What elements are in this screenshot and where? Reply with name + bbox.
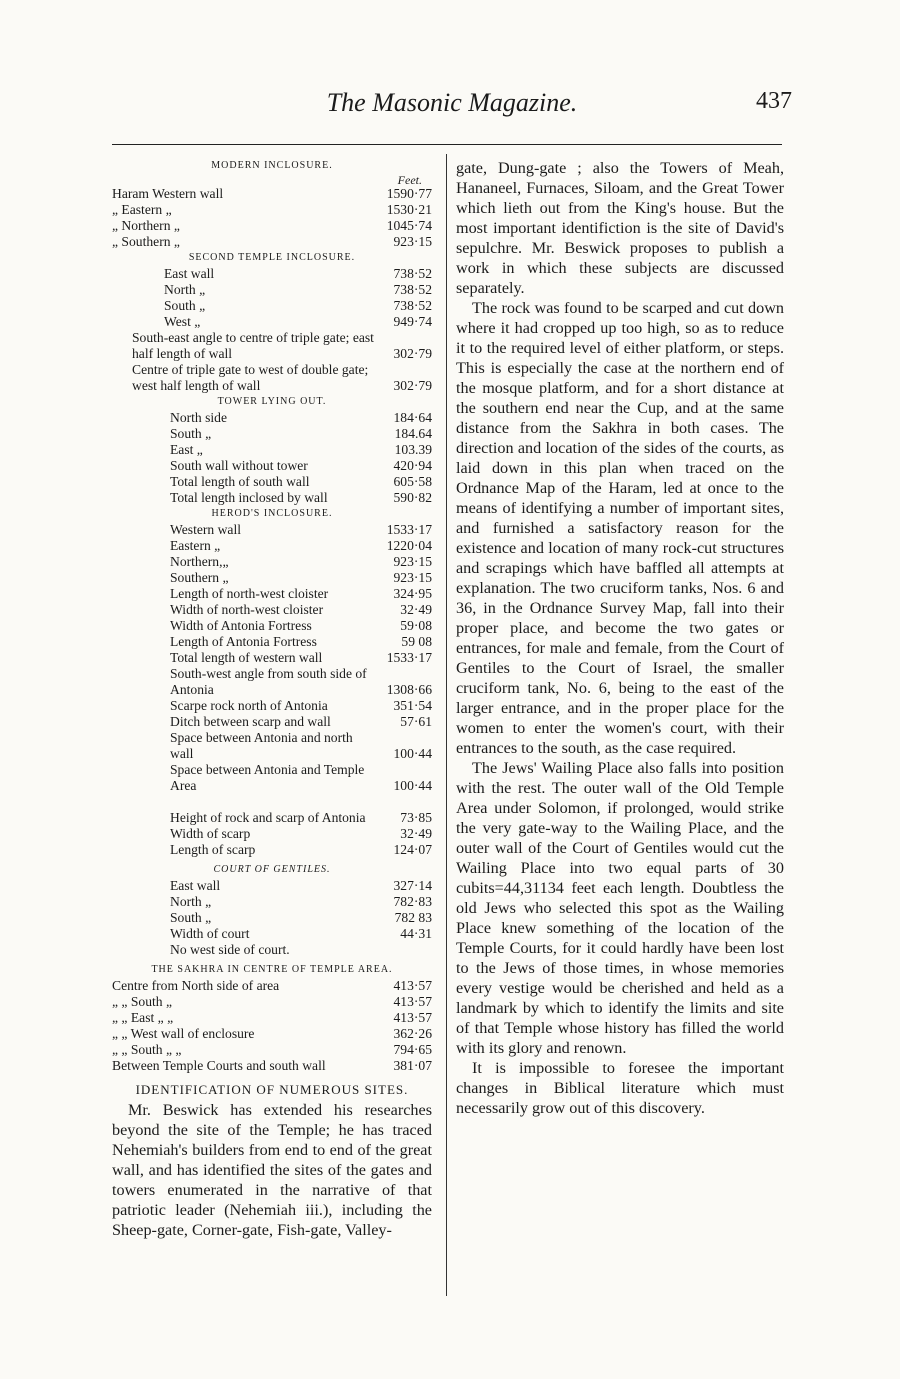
right-column [456,158,784,1118]
row-value: 782 83 [394,910,432,925]
row-value: 923·15 [393,554,432,569]
unit-header: Feet. [397,173,422,187]
row-value: 327·14 [393,878,432,893]
section-heading: IDENTIFICATION OF NUMEROUS SITES. [135,1082,409,1097]
table-row [112,1058,432,1074]
row-label: Between Temple Courts and south wall [112,1058,326,1073]
running-head [112,88,792,124]
row-value: 302·79 [393,346,432,361]
row-value: 1533·17 [386,650,432,665]
table-row [112,978,432,994]
table-row [112,650,432,666]
row-value: 184·64 [393,410,432,425]
row-value: 413·57 [393,978,432,993]
row-label: „ Northern „ [112,218,180,233]
table-row [112,234,432,250]
row-label: Width of scarp [170,826,251,841]
row-value: 381·07 [393,1058,432,1073]
row-label: Total length of south wall [170,474,310,489]
row-label: Haram Western wall [112,186,224,201]
row-value: 1220·04 [386,538,432,553]
running-title: The Masonic Magazine. [326,88,578,117]
table-row [112,330,432,362]
row-label: „ „ East „ „ [112,1010,174,1025]
row-value: 605·58 [393,474,432,489]
table-heading: TOWER LYING OUT. [217,396,327,407]
page-number: 437 [756,88,792,114]
row-value: 782·83 [393,894,432,909]
table-row [112,602,432,618]
row-label: West „ [164,314,201,329]
table-row [112,570,432,586]
row-value: 1045·74 [386,218,432,233]
row-value: 32·49 [400,826,432,841]
sakhra-table [112,962,432,1074]
row-label: South „ [170,910,212,925]
row-label: Space between Antonia and north wall [170,730,353,761]
row-value: 44·31 [400,926,432,941]
table-row [112,762,432,794]
row-value: 590·82 [393,490,432,505]
row-value: 124·07 [393,842,432,857]
row-value: 738·52 [393,282,432,297]
row-value: 413·57 [393,1010,432,1025]
table-row [112,910,432,926]
row-value: 1533·17 [386,522,432,537]
row-label: „ Southern „ [112,234,180,249]
table-row [112,266,432,282]
table-row [112,1026,432,1042]
row-value: 923·15 [393,234,432,249]
left-column [112,158,432,1240]
herod-inclosure-table [112,506,432,858]
table-row [112,298,432,314]
row-label: Southern „ [170,570,229,585]
row-value: 100·44 [393,778,432,793]
row-value: 57·61 [400,714,432,729]
table-row [112,186,432,202]
table-row [112,362,432,394]
table-row [112,730,432,762]
row-value: 100·44 [393,746,432,761]
table-note: No west side of court. [170,942,290,957]
table-row [112,794,432,826]
row-label: Height of rock and scarp of Antonia [170,810,366,825]
table-row [112,698,432,714]
row-value: 949·74 [393,314,432,329]
table-row [112,714,432,730]
table-row [112,1010,432,1026]
row-label: Length of north-west cloister [170,586,329,601]
row-value: 738·52 [393,298,432,313]
row-label: South-west angle from south side of Antonia [170,666,367,697]
table-row [112,618,432,634]
table-row [112,634,432,650]
row-label: Length of Antonia Fortress [170,634,317,649]
row-value: 420·94 [393,458,432,473]
row-label: Centre of triple gate to west of double gate; west half length of wall [132,362,369,393]
right-paragraph-1: gate, Dung-gate ; also the Towers of Meah, Hananeel, Furnaces, Siloam, and the Great Tower which lieth out from the King's house. But the most important identifiction is the site of David's sepulchre. Mr. Beswick proposes to publish a work in which these subjects are discussed separately. [456,159,784,297]
table-row [112,586,432,602]
row-value: 923·15 [393,570,432,585]
row-label: Total length inclosed by wall [170,490,328,505]
row-value: 362·26 [393,1026,432,1041]
row-label: Centre from North side of area [112,978,280,993]
table-row [112,554,432,570]
row-value: 413·57 [393,994,432,1009]
row-value: 1308·66 [386,682,432,697]
table-row [112,314,432,330]
right-paragraph-4: It is impossible to foresee the important changes in Biblical literature which must necessarily grow out of this discovery. [456,1059,784,1117]
row-label: East wall [164,266,215,281]
table-row [112,842,432,858]
table-row [112,878,432,894]
table-heading: COURT OF GENTILES. [213,864,331,875]
right-paragraph-3: The Jews' Wailing Place also falls into position with the rest. The outer wall of the Old Temple Area under Solomon, if prolonged, would strike the very gate-way to the Wailing Place, and the outer wall of the Court of Gentiles would cut the Wailing Place into two equal parts of 30 cubits=44,31134 feet each length. Doubtless the old Jews who selected this spot as the Wailing Place knew something of the location of the Temple Courts, for it could hardly have been lost to the Jews of those times, in whose memories every vestige would be cherished and held as a landmark by which to identify the limits and site of that Temple whose history has filled the world with its glory and renown. [456,759,784,1057]
row-label: Western wall [170,522,242,537]
row-label: „ „ West wall of enclosure [112,1026,255,1041]
row-label: Space between Antonia and Temple Area [170,762,365,793]
row-label: Total length of western wall [170,650,323,665]
row-value: 794·65 [393,1042,432,1057]
table-row [112,994,432,1010]
row-value: 351·54 [393,698,432,713]
row-label: Width of Antonia Fortress [170,618,312,633]
row-value: 73·85 [400,810,432,825]
second-temple-table [112,250,432,394]
row-label: South „ [170,426,212,441]
table-row [112,218,432,234]
court-of-gentiles-table [112,862,432,958]
row-value: 302·79 [393,378,432,393]
table-heading: SECOND TEMPLE INCLOSURE. [188,252,356,263]
table-row [112,538,432,554]
row-label: South-east angle to centre of triple gate; east half length of wall [132,330,374,361]
left-paragraph: Mr. Beswick has extended his researches beyond the site of the Temple; he has traced Nehemiah's builders from end to end of the great wall, and has identified the sites of the gates and towers enumerated in the narrative of that patriotic leader (Nehemiah iii.), including the Sheep-gate, Corner-gate, Fish-gate, Valley- [112,1101,432,1239]
row-label: „ „ South „ [112,994,173,1009]
row-value: 1590·77 [386,186,432,201]
table-row [112,926,432,942]
table-row [112,410,432,426]
row-label: Length of scarp [170,842,256,857]
row-label: North „ [164,282,206,297]
right-paragraph-2: The rock was found to be scarped and cut down where it had cropped up too high, so as to reduce it to the required level of either platform, or steps. This is especially the case at the northern end of the mosque platform, and for a short distance at the southern end near the Cup, and at the same distance from the Sakhra in both cases. The direction and location of the sides of the courts, as laid down in this plan when traced on the Ordnance Map of the Haram, led at once to the means of identifying a number of important sites, and furnished a satisfactory reason for the existence and location of many rock-cut structures and scrapings which have baffled all attempts at explanation. The two cruciform tanks, Nos. 6 and 36, in the Ordnance Survey Map, fall into their proper place, and become the two gates or entrances, for male and female, from the Court of Gentiles to the Court of Israel, the smaller cruciform tank, No. 6, being to the east of the larger entrance, and in the proper place for the women to enter the women's court, with their entrances to the south, as the case required. [456,299,784,757]
table-row [112,282,432,298]
row-label: Eastern „ [170,538,221,553]
row-label: Scarpe rock north of Antonia [170,698,328,713]
table-row [112,458,432,474]
table-row [112,490,432,506]
row-label: South „ [164,298,206,313]
row-label: Width of court [170,926,250,941]
table-row [112,666,432,698]
table-row [112,522,432,538]
table-heading: THE SAKHRA IN CENTRE OF TEMPLE AREA. [151,964,393,975]
row-label: East wall [170,878,221,893]
table-row [112,894,432,910]
row-value: 184.64 [394,426,432,441]
row-value: 324·95 [393,586,432,601]
tower-table [112,394,432,506]
row-value: 738·52 [393,266,432,281]
row-label: Northern,„ [170,554,229,569]
table-row [112,442,432,458]
table-heading: HEROD'S INCLOSURE. [211,508,333,519]
row-label: „ Eastern „ [112,202,172,217]
row-value: 103.39 [394,442,432,457]
row-value: 1530·21 [386,202,432,217]
table-row [112,202,432,218]
table-row [112,426,432,442]
row-value: 32·49 [400,602,432,617]
column-divider [446,154,447,1296]
row-label: North side [170,410,228,425]
row-label: „ „ South „ „ [112,1042,182,1057]
modern-inclosure-table [112,158,432,250]
table-heading: MODERN INCLOSURE. [211,160,333,171]
header-rule [112,144,782,145]
row-value: 59·08 [400,618,432,633]
row-label: Ditch between scarp and wall [170,714,331,729]
row-label: North „ [170,894,212,909]
table-row [112,826,432,842]
table-row [112,474,432,490]
table-row [112,1042,432,1058]
row-label: Width of north-west cloister [170,602,324,617]
row-value: 59 08 [401,634,432,649]
row-label: South wall without tower [170,458,308,473]
row-label: East „ [170,442,203,457]
